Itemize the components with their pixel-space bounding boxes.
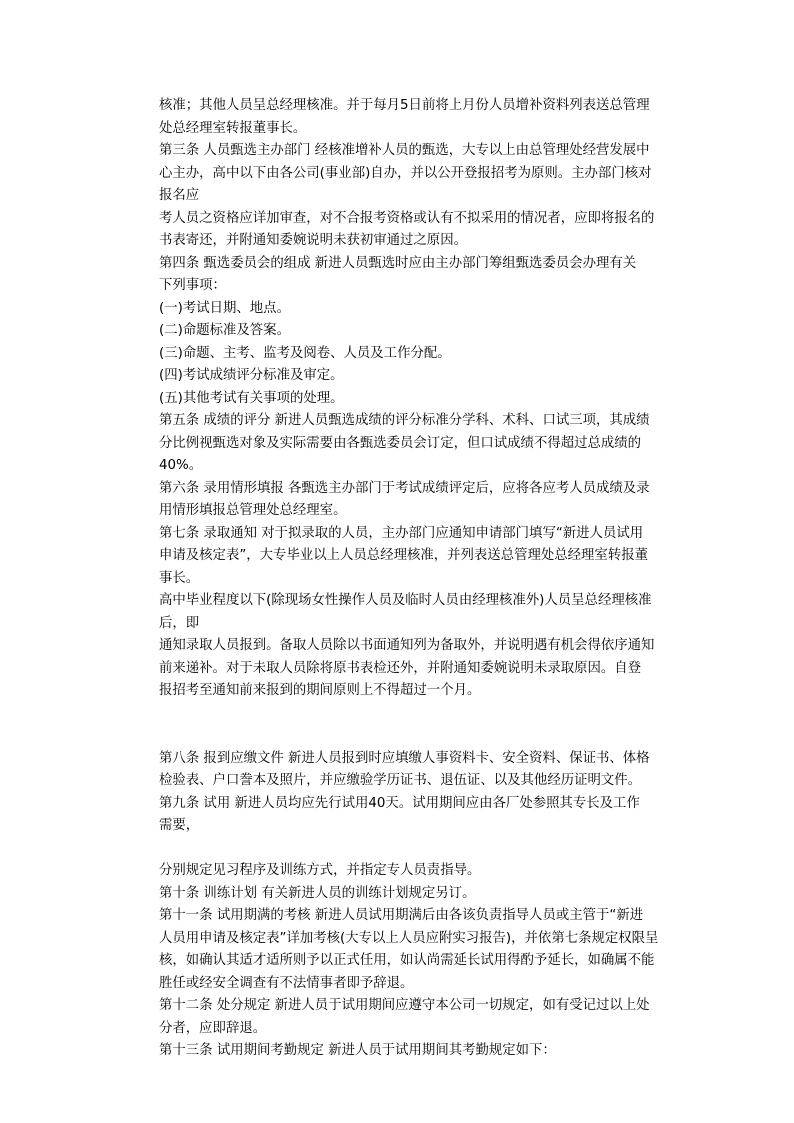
text-line: 第十条 训练计划 有关新进人员的训练计划规定另订。 (159, 885, 476, 901)
text-line: 报招考至通知前来报到的期间原则上不得超过一个月。 (159, 683, 481, 698)
text-line: 核准；其他人员呈总经理核准。并于每月5日前将上月份人员增补资料列表送总管理 (159, 98, 650, 113)
text-line: 心主办，高中以下由各公司(事业部)自办，并以公开登报招考为原则。主办部门核对 (159, 165, 652, 181)
text-line: 高中毕业程度以下(除现场女性操作人员及临时人员由经理核准外)人员呈总经理核准 (159, 593, 652, 608)
document-body (159, 95, 679, 1063)
text-line: (三)命题、主考、监考及阅卷、人员及工作分配。 (159, 345, 451, 361)
text-line: 申请及核定表”，大专毕业以上人员总经理核准，并列表送总管理处总经理室转报董 (159, 548, 648, 563)
text-line: 分者，应即辞退。 (159, 1020, 267, 1036)
text-line: 第七条 录取通知 对于拟录取的人员，主办部门应通知申请部门填写“新进人员试用 (159, 525, 644, 541)
text-line: 报名应 (159, 188, 200, 203)
blank-line (159, 703, 679, 726)
text-line: 事长。 (159, 570, 200, 586)
text-line: 核，如确认其适才适所则予以正式任用，如认尚需延长试用得酌予延长，如确属不能 (159, 953, 655, 968)
text-line: 用情形填报总管理处总经理室。 (159, 503, 347, 518)
blank-line (159, 725, 679, 748)
text-line: 书表寄还，并附通知委婉说明未获初审通过之原因。 (159, 233, 467, 248)
text-line: 分比例视甄选对象及实际需要由各甄选委员会订定，但口试成绩不得超过总成绩的 (159, 435, 642, 451)
text-line: 考人员之资格应详加审查，对不合报考资格或认有不拟采用的情况者，应即将报名的 (159, 210, 655, 226)
text-line: 分别规定见习程序及训练方式，并指定专人员责指导。 (159, 863, 481, 878)
text-line: (四)考试成绩评分标准及审定。 (159, 368, 344, 383)
text-line: 胜任或经安全调查有不法情事者即予辞退。 (159, 975, 414, 991)
text-line: 第八条 报到应缴文件 新进人员报到时应填缴人事资料卡、安全资料、保证书、体格 (159, 750, 650, 766)
text-line: 处总经理室转报董事长。 (159, 120, 307, 136)
text-line: 下列事项： (159, 278, 226, 293)
text-line: 需要， (159, 818, 200, 833)
text-line: 检验表、户口誊本及照片，并应缴验学历证书、退伍证、以及其他经历证明文件。 (159, 773, 642, 788)
text-line: 第九条 试用 新进人员均应先行试用40天。试用期间应由各厂处参照其专长及工作 (159, 795, 640, 811)
text-line: 第四条 甄选委员会的组成 新进人员甄选时应由主办部门筹组甄选委员会办理有关 (159, 255, 637, 271)
text-line: 第六条 录用情形填报 各甄选主办部门于考试成绩评定后，应将各应考人员成绩及录 (159, 480, 650, 496)
text-line: 40%。 (159, 458, 203, 473)
blank-line (159, 838, 679, 861)
text-line: 第十三条 试用期间考勤规定 新进人员于试用期间其考勤规定如下： (159, 1043, 556, 1058)
text-line: 前来递补。对于未取人员除将原书表检还外，并附通知委婉说明未录取原因。自登 (159, 660, 642, 676)
text-line: 通知录取人员报到。备取人员除以书面通知列为备取外，并说明遇有机会得依序通知 (159, 638, 655, 653)
text-line: 第三条 人员甄选主办部门 经核准增补人员的甄选，大专以上由总管理处经营发展中 (159, 143, 650, 158)
text-line: (一)考试日期、地点。 (159, 300, 290, 316)
text-line: (二)命题标准及答案。 (159, 323, 290, 338)
text-line: (五)其他考试有关事项的处理。 (159, 390, 344, 406)
text-line: 后，即 (159, 615, 200, 631)
text-line: 第五条 成绩的评分 新进人员甄选成绩的评分标准分学科、术科、口试三项，其成绩 (159, 413, 650, 428)
text-line: 人员用申请及核定表”详加考核(大专以上人员应附实习报告)，并依第七条规定权限呈 (159, 930, 659, 946)
text-line: 第十一条 试用期满的考核 新进人员试用期满后由各该负责指导人员或主管于“新进 (159, 908, 644, 923)
text-line: 第十二条 处分规定 新进人员于试用期间应遵守本公司一切规定，如有受记过以上处 (159, 998, 650, 1013)
